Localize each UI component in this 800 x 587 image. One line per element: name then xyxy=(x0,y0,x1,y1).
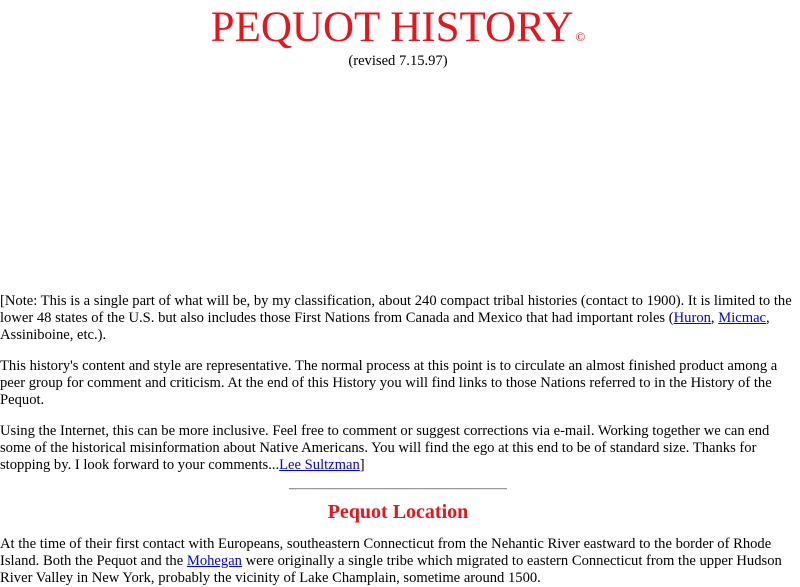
section-divider xyxy=(289,488,507,490)
section-heading-location: Pequot Location xyxy=(327,501,469,523)
note-text-before: [Note: This is a single part of what will be, by my classification, about 240 compact tribal histories (contact to 1900). It is limited to the lower 48 states of the U.S. but also includes those First Nations from Canada and Mexico that had important roles ( xyxy=(0,293,792,326)
internet-paragraph xyxy=(0,423,796,474)
mohegan-link[interactable]: Mohegan xyxy=(186,553,242,569)
note-separator: , xyxy=(710,310,719,326)
note-text-after: , Assiniboine, etc.). xyxy=(0,310,770,343)
note-paragraph xyxy=(0,293,796,344)
representative-paragraph: This history's content and style are representative. The normal process at this point is to circulate an almost finished product among a peer group for comment and criticism. At the end of this History you will find links to those Nations referred to in the History of the Pequot. xyxy=(0,358,778,408)
title-block xyxy=(0,0,796,52)
location-text-after: were originally a single tribe which migrated to eastern Connecticut from the upper Hudson River Valley in New York, probably the vicinity of Lake Champlain, sometime around 1500. xyxy=(0,553,782,586)
author-link[interactable]: Lee Sultzman xyxy=(279,457,360,473)
copyright-icon: © xyxy=(575,29,586,44)
blank-spacer xyxy=(0,70,796,293)
location-text-before: At the time of their first contact with Europeans, southeastern Connecticut from the Nehantic River eastward to the border of Rhode Island. Both the Pequot and the xyxy=(0,536,772,569)
internet-text-before: Using the Internet, this can be more inclusive. Feel free to comment or suggest corrections via e-mail. Working together we can end some of the historical misinformation about Native Americans. You will find the ego at this end to be of standard size. Thanks for stopping by. I look forward to your comments... xyxy=(0,423,770,473)
huron-link[interactable]: Huron xyxy=(673,310,711,326)
revised-date: (revised 7.15.97) xyxy=(348,53,448,69)
micmac-link[interactable]: Micmac xyxy=(718,310,767,326)
internet-text-after: ] xyxy=(359,457,365,473)
location-paragraph xyxy=(0,536,796,587)
page-title: PEQUOT HISTORY xyxy=(210,4,574,51)
